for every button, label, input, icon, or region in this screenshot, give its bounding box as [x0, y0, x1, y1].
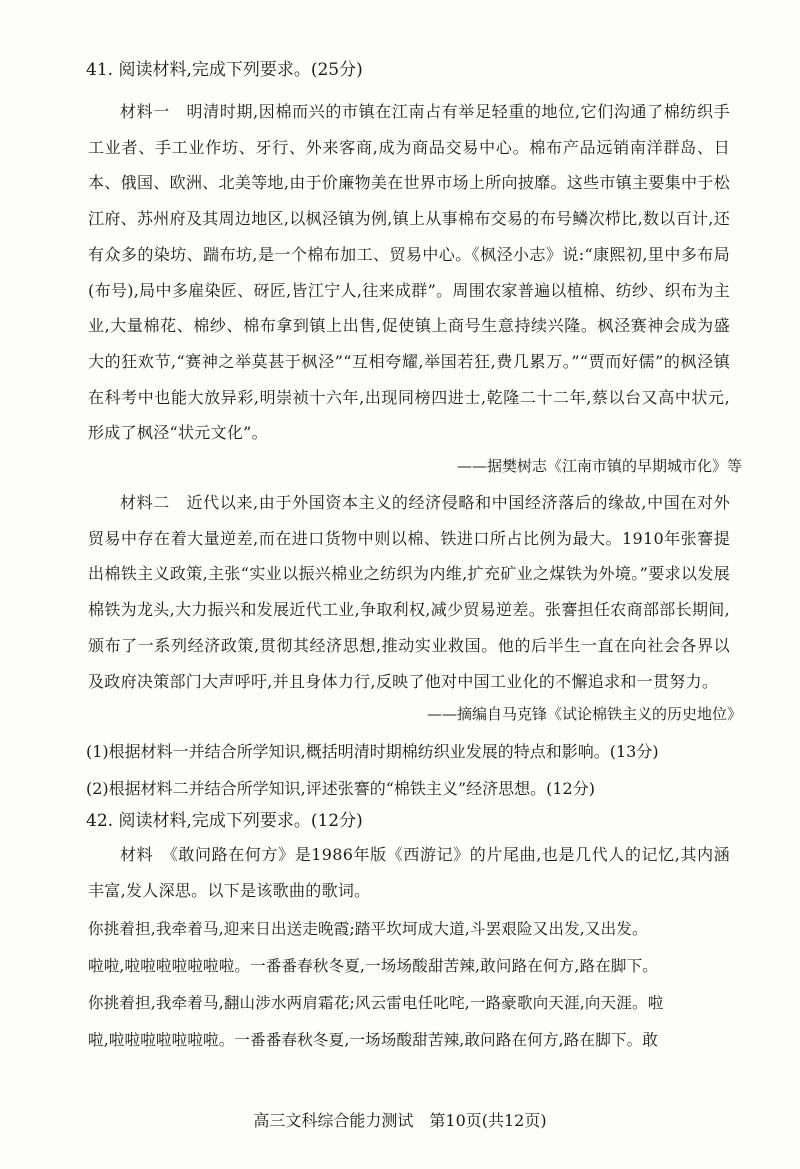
material-2-source: ——摘编自马克锋《试论棉铁主义的历史地位》	[426, 705, 742, 724]
lyrics-line: 你挑着担,我牵着马,翻山涉水两肩霜花;风云雷电任叱咤,一路豪歌向天涯,向天涯。啦	[88, 993, 664, 1012]
question-41-heading: 41. 阅读材料,完成下列要求。(25分)	[86, 60, 363, 80]
material-1-source: ——据樊树志《江南市镇的早期城市化》等	[456, 457, 742, 476]
lyrics-block	[88, 911, 730, 1059]
material-2: 材料二 近代以来,由于外国资本主义的经济侵略和中国经济落后的缘故,中国在对外贸易中存在着大量逆差,而在进口货物中则以棉、铁进口所占比例为最大。1910年张謇提出棉铁主义政策,主张“实业以振兴棉业之纺织为内维,扩充矿业之煤铁为外境。”要求以发展棉铁为龙头,大力振兴和发展近代工业,争取利权,减少贸易逆差。张謇担任农商部部长期间,颁布了一系列经济政策,贯彻其经济思想,推动实业救国。他的后半生一直在向社会各界以及政府决策部门大声呼吁,并且身体力行,反映了他对中国工业化的不懈追求和一贯努力。	[88, 493, 730, 691]
question-41-sub-2: (2)根据材料二并结合所学知识,评述张謇的“棉铁主义”经济思想。(12分)	[86, 779, 595, 799]
lyrics-line: 啦,啦啦啦啦啦啦啦。一番番春秋冬夏,一场场酸甜苦辣,敢问路在何方,路在脚下。敢	[88, 1030, 659, 1049]
page-footer: 高三文科综合能力测试 第10页(共12页)	[253, 1111, 547, 1130]
lyrics-line: 你挑着担,我牵着马,迎来日出送走晚霞;踏平坎坷成大道,斗罢艰险又出发,又出发。	[88, 919, 648, 938]
lyrics-line: 啦啦,啦啦啦啦啦啦啦。一番番春秋冬夏,一场场酸甜苦辣,敢问路在何方,路在脚下。	[88, 956, 659, 975]
material-1: 材料一 明清时期,因棉而兴的市镇在江南占有举足轻重的地位,它们沟通了棉纺织手工业者、手工业作坊、牙行、外来客商,成为商品交易中心。棉布产品远销南洋群岛、日本、俄国、欧洲、北美等地,由于价廉物美在世界市场上所向披靡。这些市镇主要集中于松江府、苏州府及其周边地区,以枫泾镇为例,镇上从事棉布交易的布号鳞次栉比,数以百计,还有众多的染坊、踹布坊,是一个棉布加工、贸易中心。《枫泾小志》说:“康熙初,里中多布局(布号),局中多雇染匠、砑匠,皆江宁人,往来成群”。周围农家普遍以植棉、纺纱、织布为主业,大量棉花、棉纱、棉布拿到镇上出售,促使镇上商号生意持续兴隆。枫泾赛神会成为盛大的狂欢节,“赛神之举莫甚于枫泾”“互相夸耀,举国若狂,费几累万。”“贾而好儒”的枫泾镇在科考中也能大放异彩,明崇祯十六年,出现同榜四进士,乾隆二十二年,蔡以台又高中状元,形成了枫泾“状元文化”。	[88, 102, 730, 443]
material-42: 材料 《敢问路在何方》是1986年版《西游记》的片尾曲,也是几代人的记忆,其内涵丰富,发人深思。以下是该歌曲的歌词。	[88, 845, 730, 900]
question-41-sub-1: (1)根据材料一并结合所学知识,概括明清时期棉纺织业发展的特点和影响。(13分)	[86, 742, 659, 762]
question-42-heading: 42. 阅读材料,完成下列要求。(12分)	[86, 811, 363, 832]
